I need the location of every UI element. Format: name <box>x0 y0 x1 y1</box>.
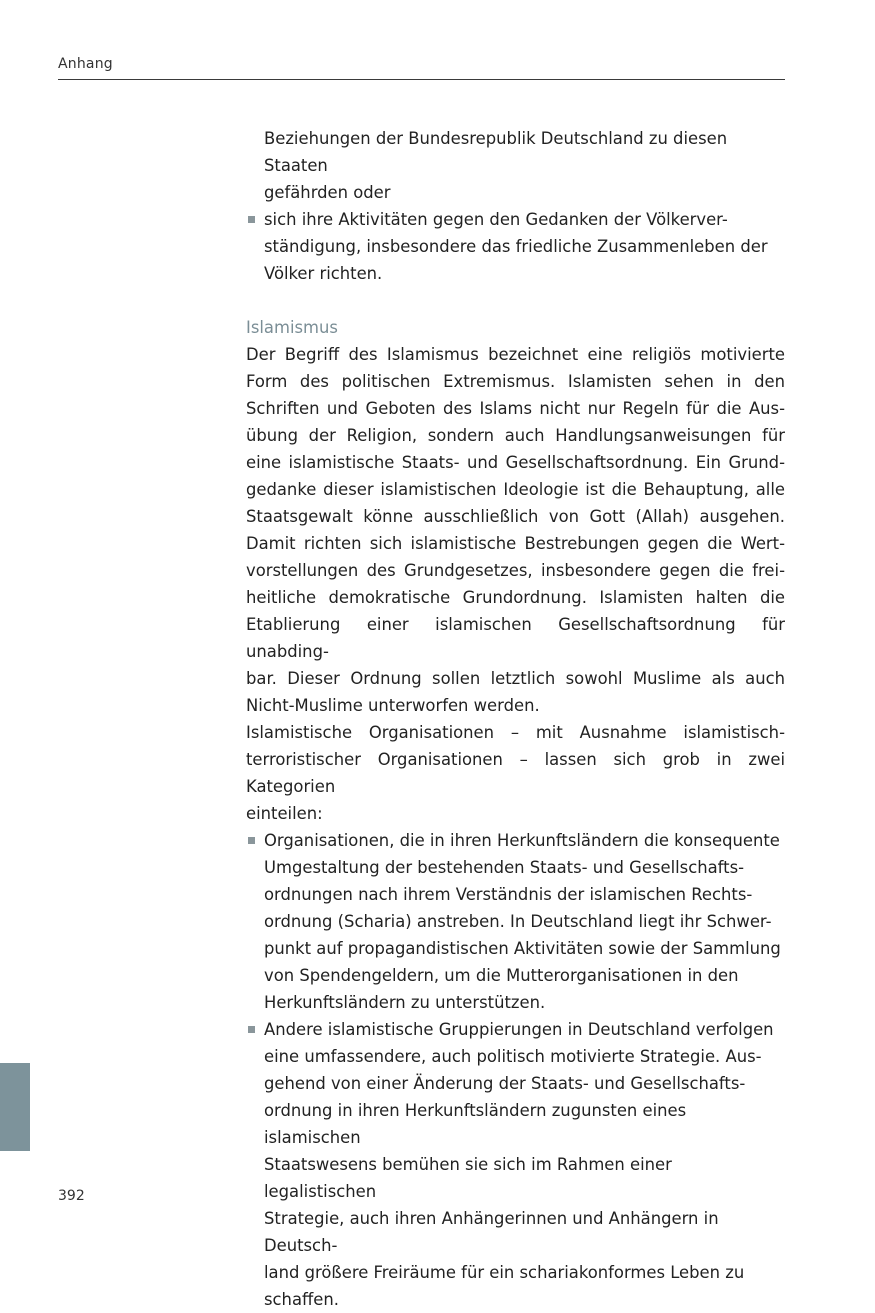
paragraph <box>246 341 785 719</box>
text-line: Völker richten. <box>264 264 383 283</box>
page-number: 392 <box>58 1188 85 1204</box>
text-line: ordnung (Scharia) anstreben. In Deutschland liegt ihr Schwer- <box>264 912 772 931</box>
text-line: Der Begriff des Islamismus bezeichnet eine religiös motivierte <box>246 345 785 364</box>
text-line: Schriften und Geboten des Islams nicht nur Regeln für die Aus- <box>246 399 785 418</box>
list-item <box>246 206 785 287</box>
text-line: Strategie, auch ihren Anhängerinnen und Anhängern in Deutsch- <box>264 1209 719 1255</box>
section-heading: Islamismus <box>246 318 338 337</box>
text-line: Staatswesens bemühen sie sich im Rahmen einer legalistischen <box>264 1155 672 1201</box>
text-line: bar. Dieser Ordnung sollen letztlich sowohl Muslime als auch <box>246 669 785 688</box>
text-line: eine islamistische Staats- und Gesellschaftsordnung. Ein Grund- <box>246 453 785 472</box>
header-divider <box>58 79 785 80</box>
text-line: von Spendengeldern, um die Mutterorganisationen in den <box>264 966 739 985</box>
text-line: vorstellungen des Grundgesetzes, insbesondere gegen die frei- <box>246 561 785 580</box>
text-line: Nicht-Muslime unterworfen werden. <box>246 696 540 715</box>
chapter-side-tab <box>0 1063 30 1151</box>
text-line: Islamistische Organisationen – mit Ausnahme islamistisch- <box>246 723 785 742</box>
text-line: eine umfassendere, auch politisch motivierte Strategie. Aus- <box>264 1047 762 1066</box>
text-line: einteilen: <box>246 804 323 823</box>
square-bullet-icon <box>248 1026 255 1033</box>
text-line: Beziehungen der Bundesrepublik Deutschland zu diesen Staaten <box>264 129 728 175</box>
text-line: Andere islamistische Gruppierungen in Deutschland verfolgen <box>264 1020 774 1039</box>
text-line: ständigung, insbesondere das friedliche Zusammenleben der <box>264 237 768 256</box>
text-line: land größere Freiräume für ein schariakonformes Leben zu <box>264 1263 745 1282</box>
running-header: Anhang <box>58 56 113 72</box>
square-bullet-icon <box>248 837 255 844</box>
text-line: gehend von einer Änderung der Staats- und Gesellschafts- <box>264 1074 746 1093</box>
text-line: Umgestaltung der bestehenden Staats- und Gesellschafts- <box>264 858 745 877</box>
text-line: ordnungen nach ihrem Verständnis der islamischen Rechts- <box>264 885 753 904</box>
text-line: gefährden oder <box>264 183 391 202</box>
text-line: ordnung in ihren Herkunftsländern zugunsten eines islamischen <box>264 1101 687 1147</box>
text-line: gedanke dieser islamistischen Ideologie ist die Behauptung, alle <box>246 480 785 499</box>
text-line: schaffen. <box>264 1290 339 1309</box>
text-line: sich ihre Aktivitäten gegen den Gedanken der Völkerver- <box>264 210 728 229</box>
text-line: heitliche demokratische Grundordnung. Islamisten halten die <box>246 588 785 607</box>
text-line: Organisationen, die in ihren Herkunftsländern die konsequente <box>264 831 780 850</box>
text-line: Etablierung einer islamischen Gesellschaftsordnung für unabding- <box>246 615 785 661</box>
list-item <box>246 1016 785 1313</box>
continuation-text <box>246 125 785 206</box>
text-line: terroristischer Organisationen – lassen sich grob in zwei Kategorien <box>246 750 785 796</box>
text-line: Staatsgewalt könne ausschließlich von Gott (Allah) ausgehen. <box>246 507 785 526</box>
text-line: Damit richten sich islamistische Bestrebungen gegen die Wert- <box>246 534 785 553</box>
text-line: punkt auf propagandistischen Aktivitäten sowie der Sammlung <box>264 939 781 958</box>
square-bullet-icon <box>248 216 255 223</box>
list-item <box>246 827 785 1016</box>
text-line: Herkunftsländern zu unterstützen. <box>264 993 546 1012</box>
section-gap <box>246 287 785 314</box>
text-line: übung der Religion, sondern auch Handlungsanweisungen für <box>246 426 785 445</box>
paragraph <box>246 719 785 827</box>
text-line: Form des politischen Extremismus. Islamisten sehen in den <box>246 372 785 391</box>
page-content <box>246 125 785 1313</box>
